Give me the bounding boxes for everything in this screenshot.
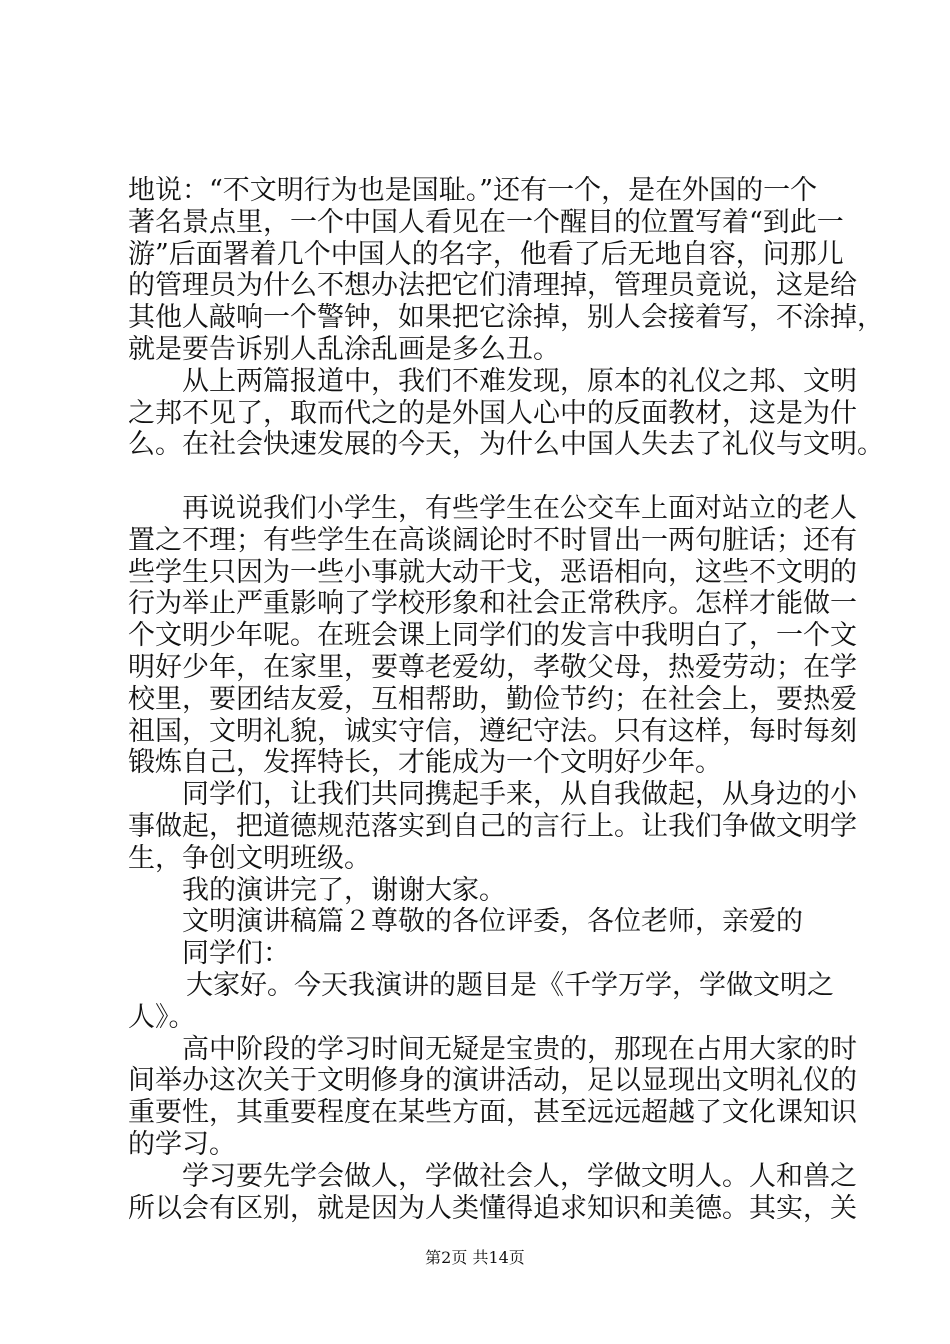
- text-line: 些学生只因为一些小事就大动干戈，恶语相向，这些不文明的: [128, 556, 857, 588]
- text-line: 校里，要团结友爱，互相帮助，勤俭节约；在社会上，要热爱: [128, 683, 857, 715]
- text-line: 高中阶段的学习时间无疑是宝贵的，那现在占用大家的时: [182, 1033, 857, 1065]
- text-line: 个文明少年呢。在班会课上同学们的发言中我明白了，一个文: [128, 620, 857, 652]
- text-line: 锻炼自己，发挥特长，才能成为一个文明好少年。: [128, 747, 722, 779]
- text-line: 重要性，其重要程度在某些方面，甚至远远超越了文化课知识: [128, 1097, 857, 1129]
- text-line: 行为举止严重影响了学校形象和社会正常秩序。怎样才能做一: [128, 588, 857, 620]
- text-line: 的学习。: [128, 1128, 236, 1160]
- paragraph-gap: [128, 461, 868, 493]
- text-line: 祖国，文明礼貌，诚实守信，遵纪守法。只有这样，每时每刻: [128, 715, 857, 747]
- text-line: 大家好。今天我演讲的题目是《千学万学，学做文明之: [186, 969, 834, 1001]
- text-line: 人》。: [128, 1001, 196, 1033]
- text-line: 么。在社会快速发展的今天，为什么中国人失去了礼仪与文明。: [128, 429, 884, 461]
- text-line: 从上两篇报道中，我们不难发现，原本的礼仪之邦、文明: [182, 365, 857, 397]
- text-line: 其他人敲响一个警钟，如果把它涂掉，别人会接着写，不涂掉，: [128, 302, 884, 334]
- text-line: 再说说我们小学生，有些学生在公交车上面对站立的老人: [182, 492, 857, 524]
- text-line: 就是要告诉别人乱涂乱画是多么丑。: [128, 333, 560, 365]
- text-line: 置之不理；有些学生在高谈阔论时不时冒出一两句脏话；还有: [128, 524, 857, 556]
- text-line: 游”后面署着几个中国人的名字，他看了后无地自容，问那儿: [128, 238, 844, 270]
- text-line: 所以会有区别，就是因为人类懂得追求知识和美德。其实，关: [128, 1192, 857, 1224]
- text-line: 著名景点里，一个中国人看见在一个醒目的位置写着“到此一: [128, 206, 844, 238]
- text-line: 我的演讲完了，谢谢大家。: [182, 874, 506, 906]
- text-line: 同学们：: [182, 938, 290, 970]
- text-line: 明好少年，在家里，要尊老爱幼，孝敬父母，热爱劳动；在学: [128, 651, 857, 683]
- text-line: 之邦不见了，取而代之的是外国人心中的反面教材，这是为什: [128, 397, 857, 429]
- text-line: 文明演讲稿篇２尊敬的各位评委，各位老师，亲爱的: [182, 906, 803, 938]
- page-footer: 第2页 共14页: [425, 1248, 525, 1267]
- document-body: [128, 175, 884, 1224]
- text-line: 的管理员为什么不想办法把它们清理掉，管理员竟说，这是给: [128, 270, 857, 302]
- text-line: 学习要先学会做人，学做社会人，学做文明人。人和兽之: [182, 1160, 857, 1192]
- text-line: 地说：“不文明行为也是国耻。”还有一个，是在外国的一个: [128, 175, 818, 206]
- text-line: 间举办这次关于文明修身的演讲活动，足以显现出文明礼仪的: [128, 1065, 857, 1097]
- text-line: 事做起，把道德规范落实到自己的言行上。让我们争做文明学: [128, 810, 857, 842]
- text-line: 生，争创文明班级。: [128, 842, 371, 874]
- text-line: 同学们，让我们共同携起手来，从自我做起，从身边的小: [182, 779, 857, 811]
